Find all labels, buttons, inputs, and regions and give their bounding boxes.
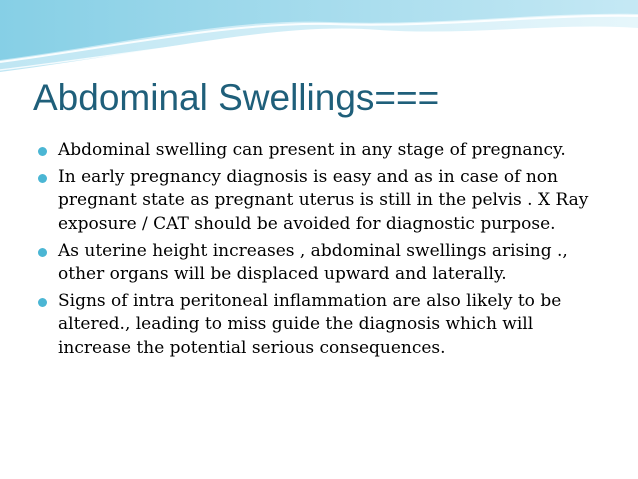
bullet-text: As uterine height increases , abdominal swellings arising ., other organs will be displaced upward and laterally. <box>58 240 568 285</box>
bullet-item <box>38 139 598 162</box>
slide-title: Abdominal Swellings=== <box>33 77 440 118</box>
bullet-marker-icon <box>38 147 47 156</box>
bullet-list <box>38 139 598 364</box>
bullet-item <box>38 240 598 286</box>
bullet-marker-icon <box>38 298 47 307</box>
bullet-item <box>38 290 598 360</box>
bullet-text: Signs of intra peritoneal inflammation are also likely to be altered., leading to miss guide the diagnosis which will increase the potential serious consequences. <box>58 291 562 358</box>
bullet-marker-icon <box>38 174 47 183</box>
bullet-item <box>38 166 598 236</box>
bullet-text: Abdominal swelling can present in any stage of pregnancy. <box>58 140 566 160</box>
bullet-marker-icon <box>38 248 47 257</box>
bullet-text: In early pregnancy diagnosis is easy and as in case of non pregnant state as pregnant uterus is still in the pelvis . X Ray exposure / CAT should be avoided for diagnostic purpose. <box>58 167 589 234</box>
wave-header-decoration <box>0 0 638 80</box>
